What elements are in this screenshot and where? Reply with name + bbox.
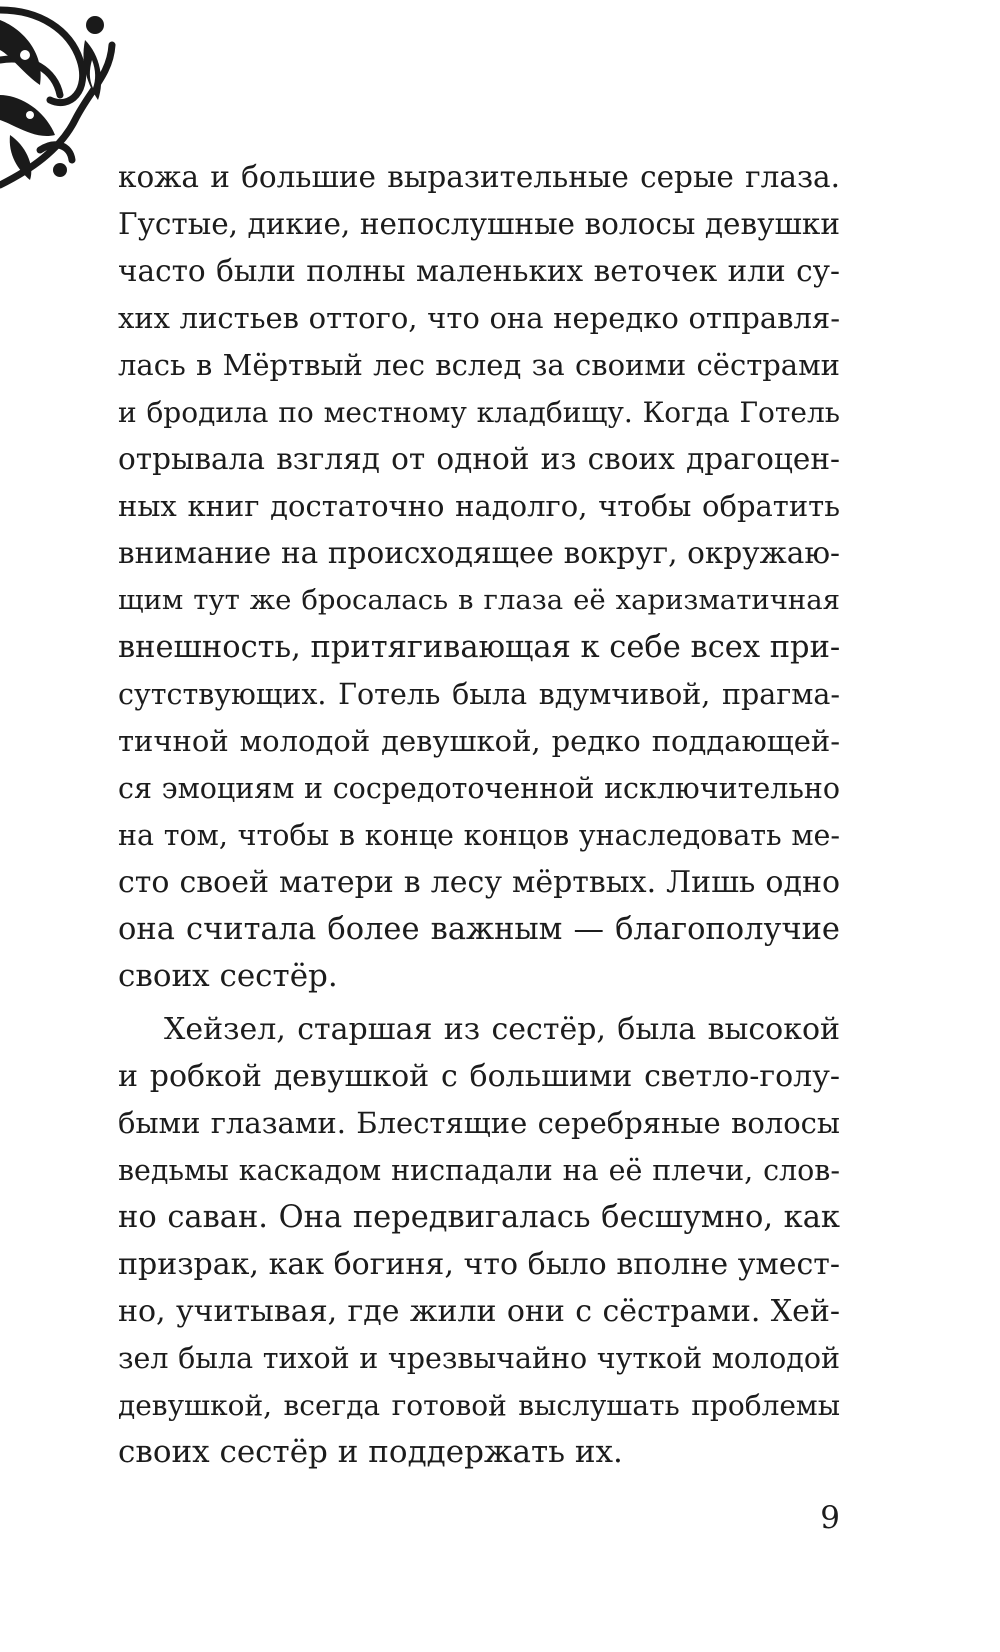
text-line: девушкой, всегда готовой выслушать проблемы xyxy=(118,1389,840,1422)
text-line: ведьмы каскадом ниспадали на её плечи, слов- xyxy=(118,1154,840,1187)
text-line: она считала более важным — благополучие xyxy=(118,912,840,947)
text-line: хих листьев оттого, что она нередко отправля- xyxy=(118,301,840,335)
text-line: ных книг достаточно надолго, чтобы обратить xyxy=(118,489,840,523)
text-line: но, учитывая, где жили они с сёстрами. Хей- xyxy=(118,1294,840,1329)
text-line: зел была тихой и чрезвычайно чуткой молодой xyxy=(118,1342,840,1375)
text-line: отрывала взгляд от одной из своих драгоцен- xyxy=(118,442,840,476)
text-line: ся эмоциям и сосредоточенной исключительно xyxy=(118,772,840,805)
text-line: Хейзел, старшая из сестёр, была высокой xyxy=(164,1012,840,1047)
text-line: быми глазами. Блестящие серебряные волосы xyxy=(118,1106,840,1140)
text-line: и бродила по местному кладбищу. Когда Готель xyxy=(118,396,840,429)
text-line: внимание на происходящее вокруг, окружаю- xyxy=(118,536,840,570)
paragraph-hazel xyxy=(118,1006,840,1476)
body-text xyxy=(118,154,840,1476)
text-line: и робкой девушкой с большими светло-голу- xyxy=(118,1059,840,1094)
text-line: своих сестёр. xyxy=(118,958,338,994)
text-line: сто своей матери в лесу мёртвых. Лишь одно xyxy=(118,865,840,900)
paragraph-gothel xyxy=(118,154,840,1000)
text-line: но саван. Она передвигалась бесшумно, как xyxy=(118,1200,840,1235)
text-line: сутствующих. Готель была вдумчивой, прагма- xyxy=(118,678,840,711)
text-line: кожа и большие выразительные серые глаза. xyxy=(118,160,840,194)
text-line: тичной молодой девушкой, редко поддающей- xyxy=(118,724,840,758)
text-line: своих сестёр и поддержать их. xyxy=(118,1434,623,1470)
text-line: внешность, притягивающая к себе всех при- xyxy=(118,630,841,665)
text-line: призрак, как богиня, что было вполне умест- xyxy=(118,1247,840,1282)
page-number: 9 xyxy=(820,1500,840,1536)
text-line: часто были полны маленьких веточек или су- xyxy=(118,254,840,288)
text-line: щим тут же бросалась в глаза её харизматичная xyxy=(118,584,840,616)
text-line: Густые, дикие, непослушные волосы девушки xyxy=(118,207,840,241)
text-line: лась в Мёртвый лес вслед за своими сёстрами xyxy=(118,348,840,382)
text-line: на том, чтобы в конце концов унаследовать ме- xyxy=(118,819,840,852)
floral-corner-ornament-icon xyxy=(0,0,120,190)
